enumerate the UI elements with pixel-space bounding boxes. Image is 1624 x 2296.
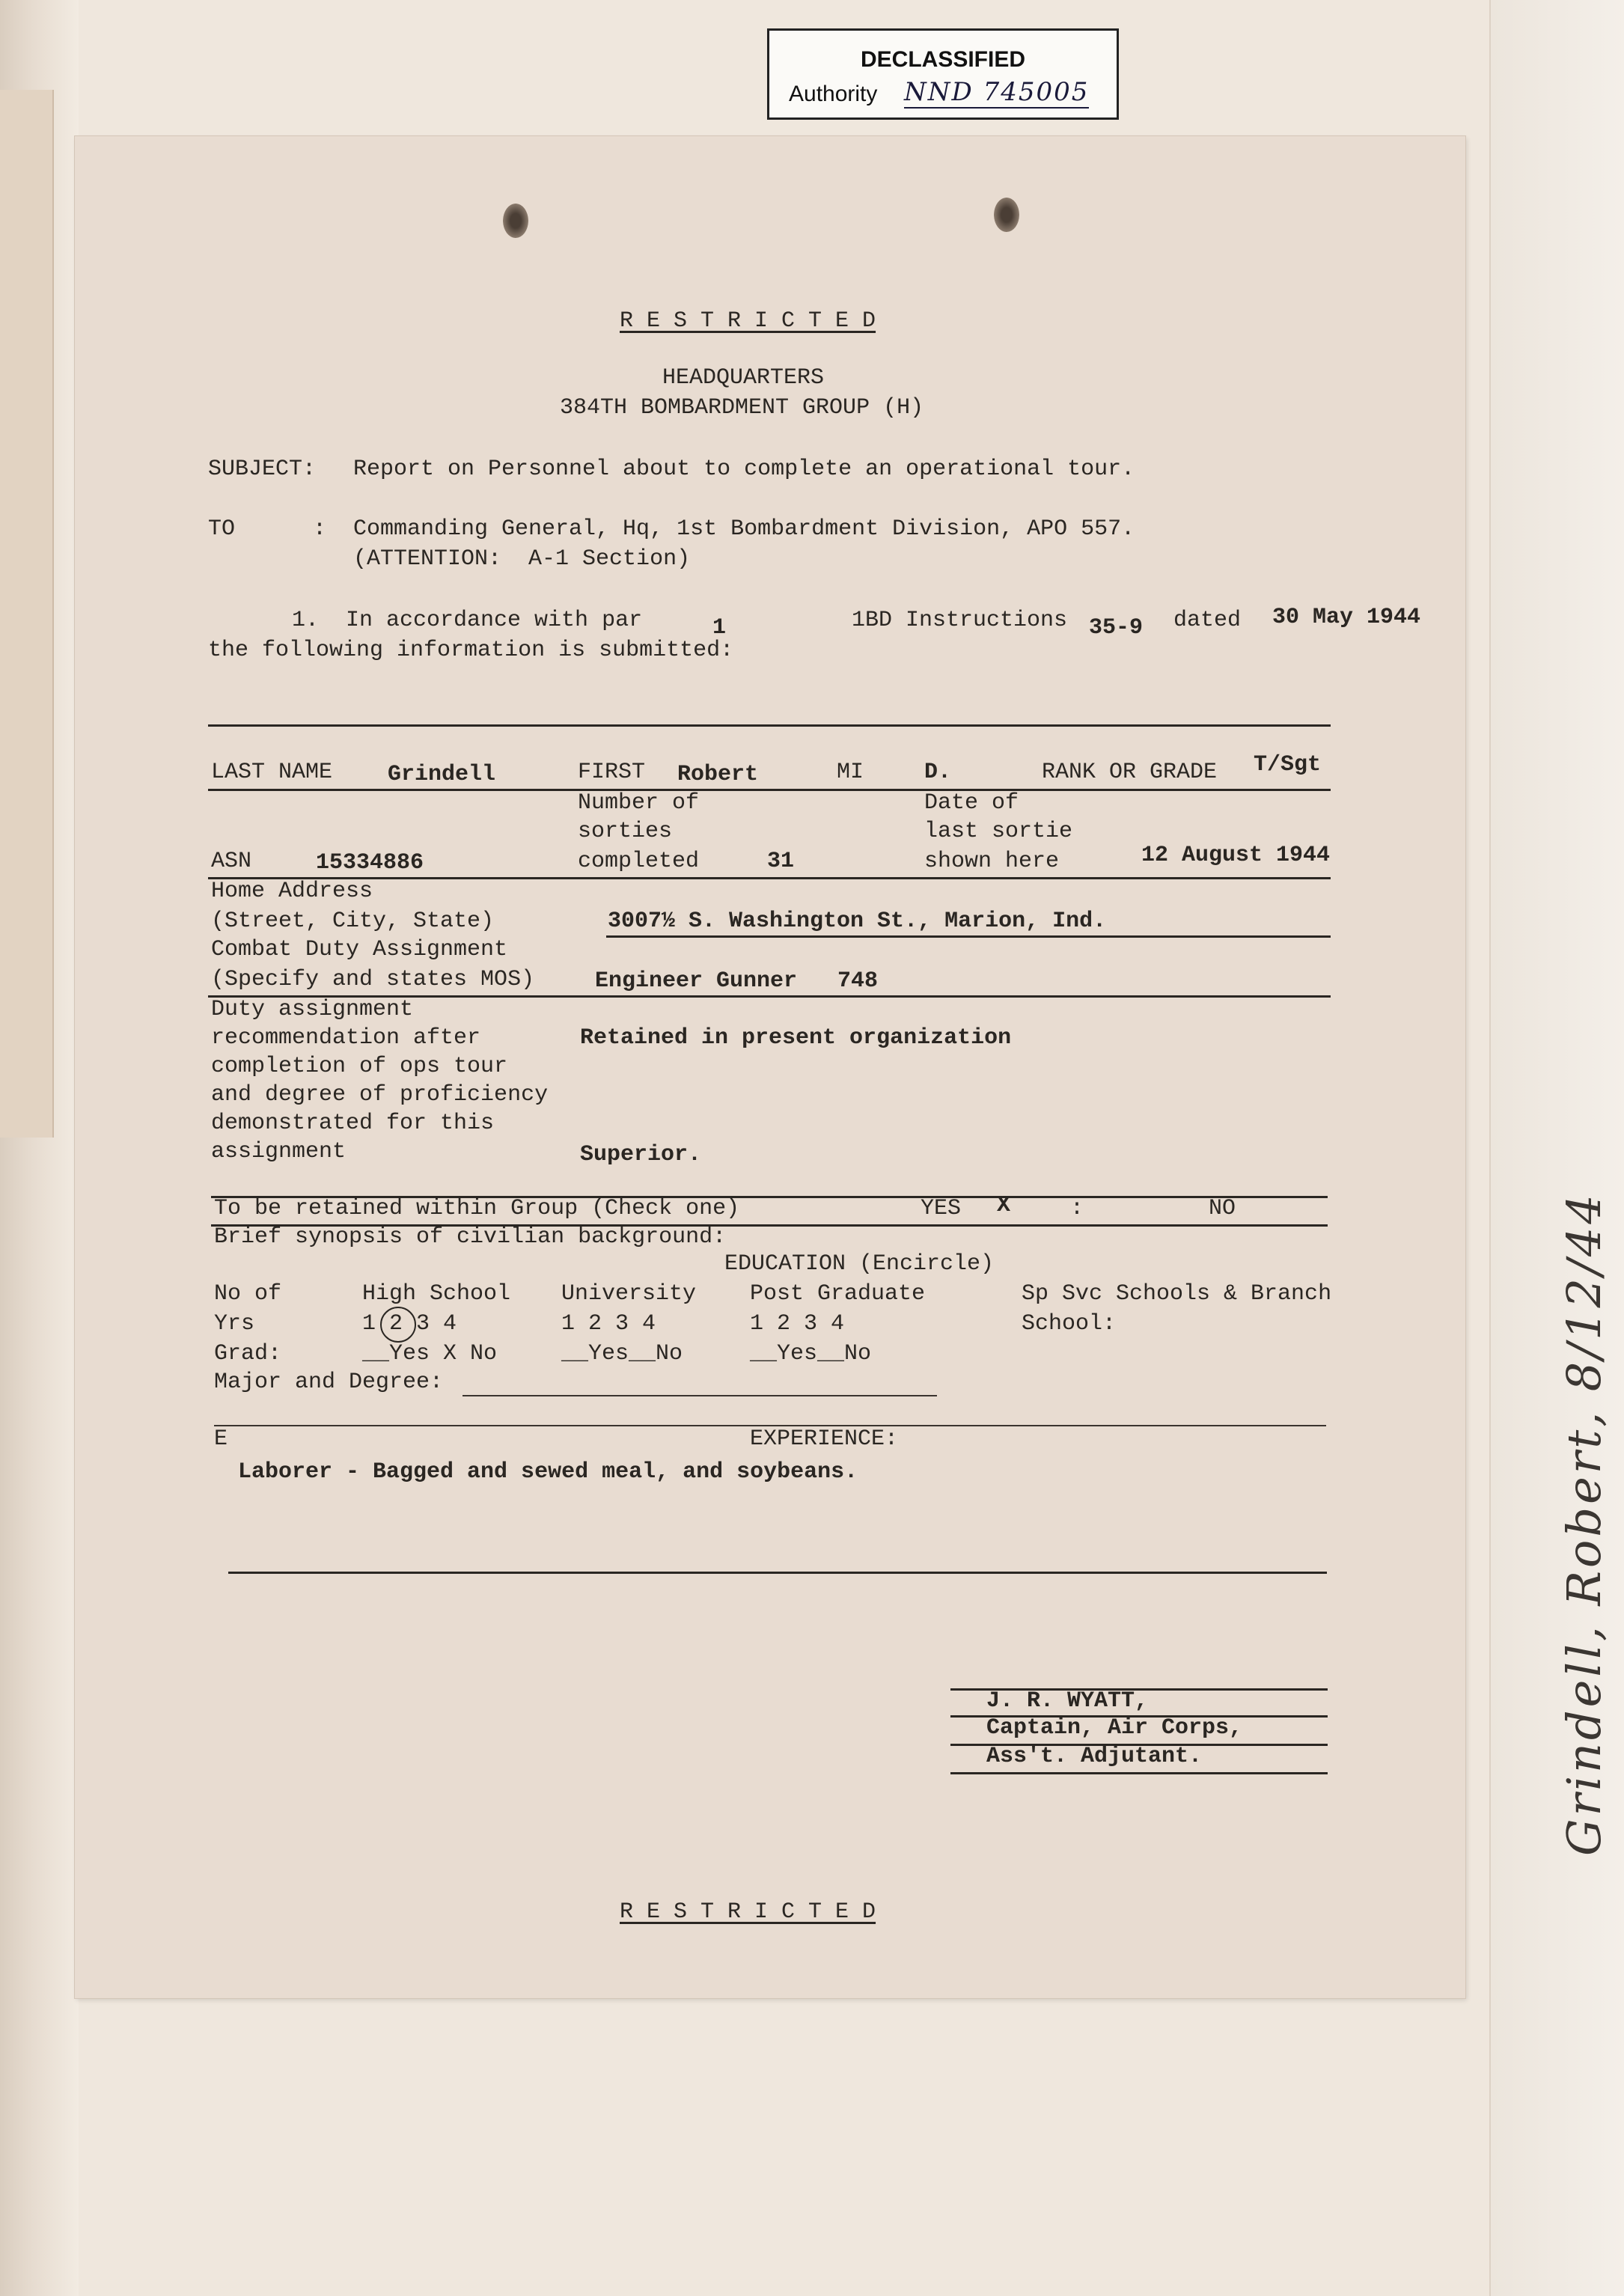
hs-grad: __Yes X No [362,1341,498,1367]
retained-yes-label: YES [921,1196,962,1221]
instructions-value: 35-9 [1089,615,1144,641]
group-title: 384TH BOMBARDMENT GROUP (H) [560,395,924,421]
synopsis-label: Brief synopsis of civilian background: [214,1224,727,1250]
to-label: TO [208,516,236,542]
rule-name [208,789,1331,791]
sorties-label-1: Number of [578,790,700,816]
sorties-label-2: sorties [578,819,673,844]
signature-title: Ass't. Adjutant. [986,1744,1203,1769]
rule-experience-bottom [228,1572,1327,1574]
duty-value: Retained in present organization [580,1025,1012,1051]
experience-e: E [214,1426,228,1452]
instructions-label: 1BD Instructions [852,608,1068,633]
first-name-label: FIRST [578,760,646,785]
grad-label: Grad: [214,1341,282,1367]
home-label-2: (Street, City, State) [211,909,495,934]
last-sortie-label-3: shown here [924,849,1060,874]
home-label-1: Home Address [211,879,373,904]
univ-grad: __Yes__No [561,1341,683,1367]
experience-value: Laborer - Bagged and sewed meal, and soybeans. [238,1459,858,1485]
subject-label: SUBJECT: [208,457,317,482]
right-backing-sheet [1489,0,1624,2296]
sorties-value: 31 [767,849,795,874]
rule-top [208,724,1331,727]
rank-label: RANK OR GRADE [1042,760,1218,785]
stamp-authority-label: Authority [789,82,878,106]
underlying-sheet [0,90,54,1138]
major-line [463,1395,937,1396]
pg-label: Post Graduate [750,1281,926,1307]
retained-no-label: NO [1209,1196,1236,1221]
para-line2: the following information is submitted: [208,638,734,663]
dated-label: dated [1173,608,1242,633]
hs-year-circle [380,1307,416,1343]
declassified-stamp [767,28,1119,120]
last-name-value: Grindell [388,762,496,787]
stamp-authority-value: NND 745005 [904,77,1090,107]
rule-home [606,935,1331,938]
rule-asn [208,877,1331,879]
sorties-label-3: completed [578,849,700,874]
univ-years: 1 2 3 4 [561,1311,656,1337]
yrs-label: Yrs [214,1311,255,1337]
sp-svc-label: Sp Svc Schools & Branch [1022,1281,1332,1307]
pg-years: 1 2 3 4 [750,1311,845,1337]
last-name-label: LAST NAME [211,760,333,785]
stamp-title: DECLASSIFIED [860,47,1026,72]
duty-label-2: recommendation after [211,1025,481,1051]
to-line1: Commanding General, Hq, 1st Bombardment Division, APO 557. [353,516,1135,542]
asn-label: ASN [211,849,252,874]
school-label: School: [1022,1311,1117,1337]
handwritten-annotation: Grindell, Robert, 8/12/44 [1557,1191,1611,1856]
no-of-label: No of [214,1281,282,1307]
univ-label: University [561,1281,697,1307]
duty-label-5: demonstrated for this [211,1111,495,1136]
rank-value: T/Sgt [1254,752,1322,778]
duty-label-3: completion of ops tour [211,1054,508,1079]
mi-value: D. [924,760,952,785]
retained-label: To be retained within Group (Check one) [214,1196,740,1221]
document-page [75,136,1465,1998]
combat-label-1: Combat Duty Assignment [211,937,508,962]
para-start: 1. In accordance with par [292,608,643,633]
proficiency-value: Superior. [580,1142,702,1167]
last-sortie-value: 12 August 1944 [1141,843,1331,868]
asn-value: 15334886 [316,850,424,876]
last-sortie-label-1: Date of [924,790,1019,816]
dated-value: 30 May 1944 [1272,605,1421,630]
sig-rule-4 [950,1772,1328,1774]
to-colon: : [313,516,327,542]
retained-sep: : [1070,1196,1084,1221]
left-margin-shadow [0,0,79,2296]
duty-label-6: assignment [211,1139,347,1164]
first-name-value: Robert [677,762,759,787]
signature-rank: Captain, Air Corps, [986,1715,1243,1741]
major-label: Major and Degree: [214,1370,444,1395]
duty-label-1: Duty assignment [211,997,414,1022]
par-value: 1 [712,615,727,641]
footer-restricted: R E S T R I C T E D [620,1899,876,1925]
combat-label-2: (Specify and states MOS) [211,967,535,992]
hq-title: HEADQUARTERS [662,365,825,391]
combat-value: Engineer Gunner 748 [595,968,879,994]
retained-yes-mark: X [997,1193,1011,1218]
hs-years: 1 2 3 4 [362,1311,457,1337]
education-label: EDUCATION (Encircle) [724,1251,995,1277]
duty-label-4: and degree of proficiency [211,1082,549,1108]
pg-grad: __Yes__No [750,1341,872,1367]
last-sortie-label-2: last sortie [924,819,1073,844]
mi-label: MI [837,760,864,785]
home-address-value: 3007½ S. Washington St., Marion, Ind. [608,909,1107,934]
punch-hole [994,198,1019,232]
experience-label: EXPERIENCE: [750,1426,899,1452]
punch-hole [503,204,528,238]
subject-text: Report on Personnel about to complete an operational tour. [353,457,1135,482]
to-line2: (ATTENTION: A-1 Section) [353,546,691,572]
signature-name: J. R. WYATT, [986,1688,1149,1714]
hs-label: High School [362,1281,511,1307]
header-restricted: R E S T R I C T E D [620,308,876,334]
